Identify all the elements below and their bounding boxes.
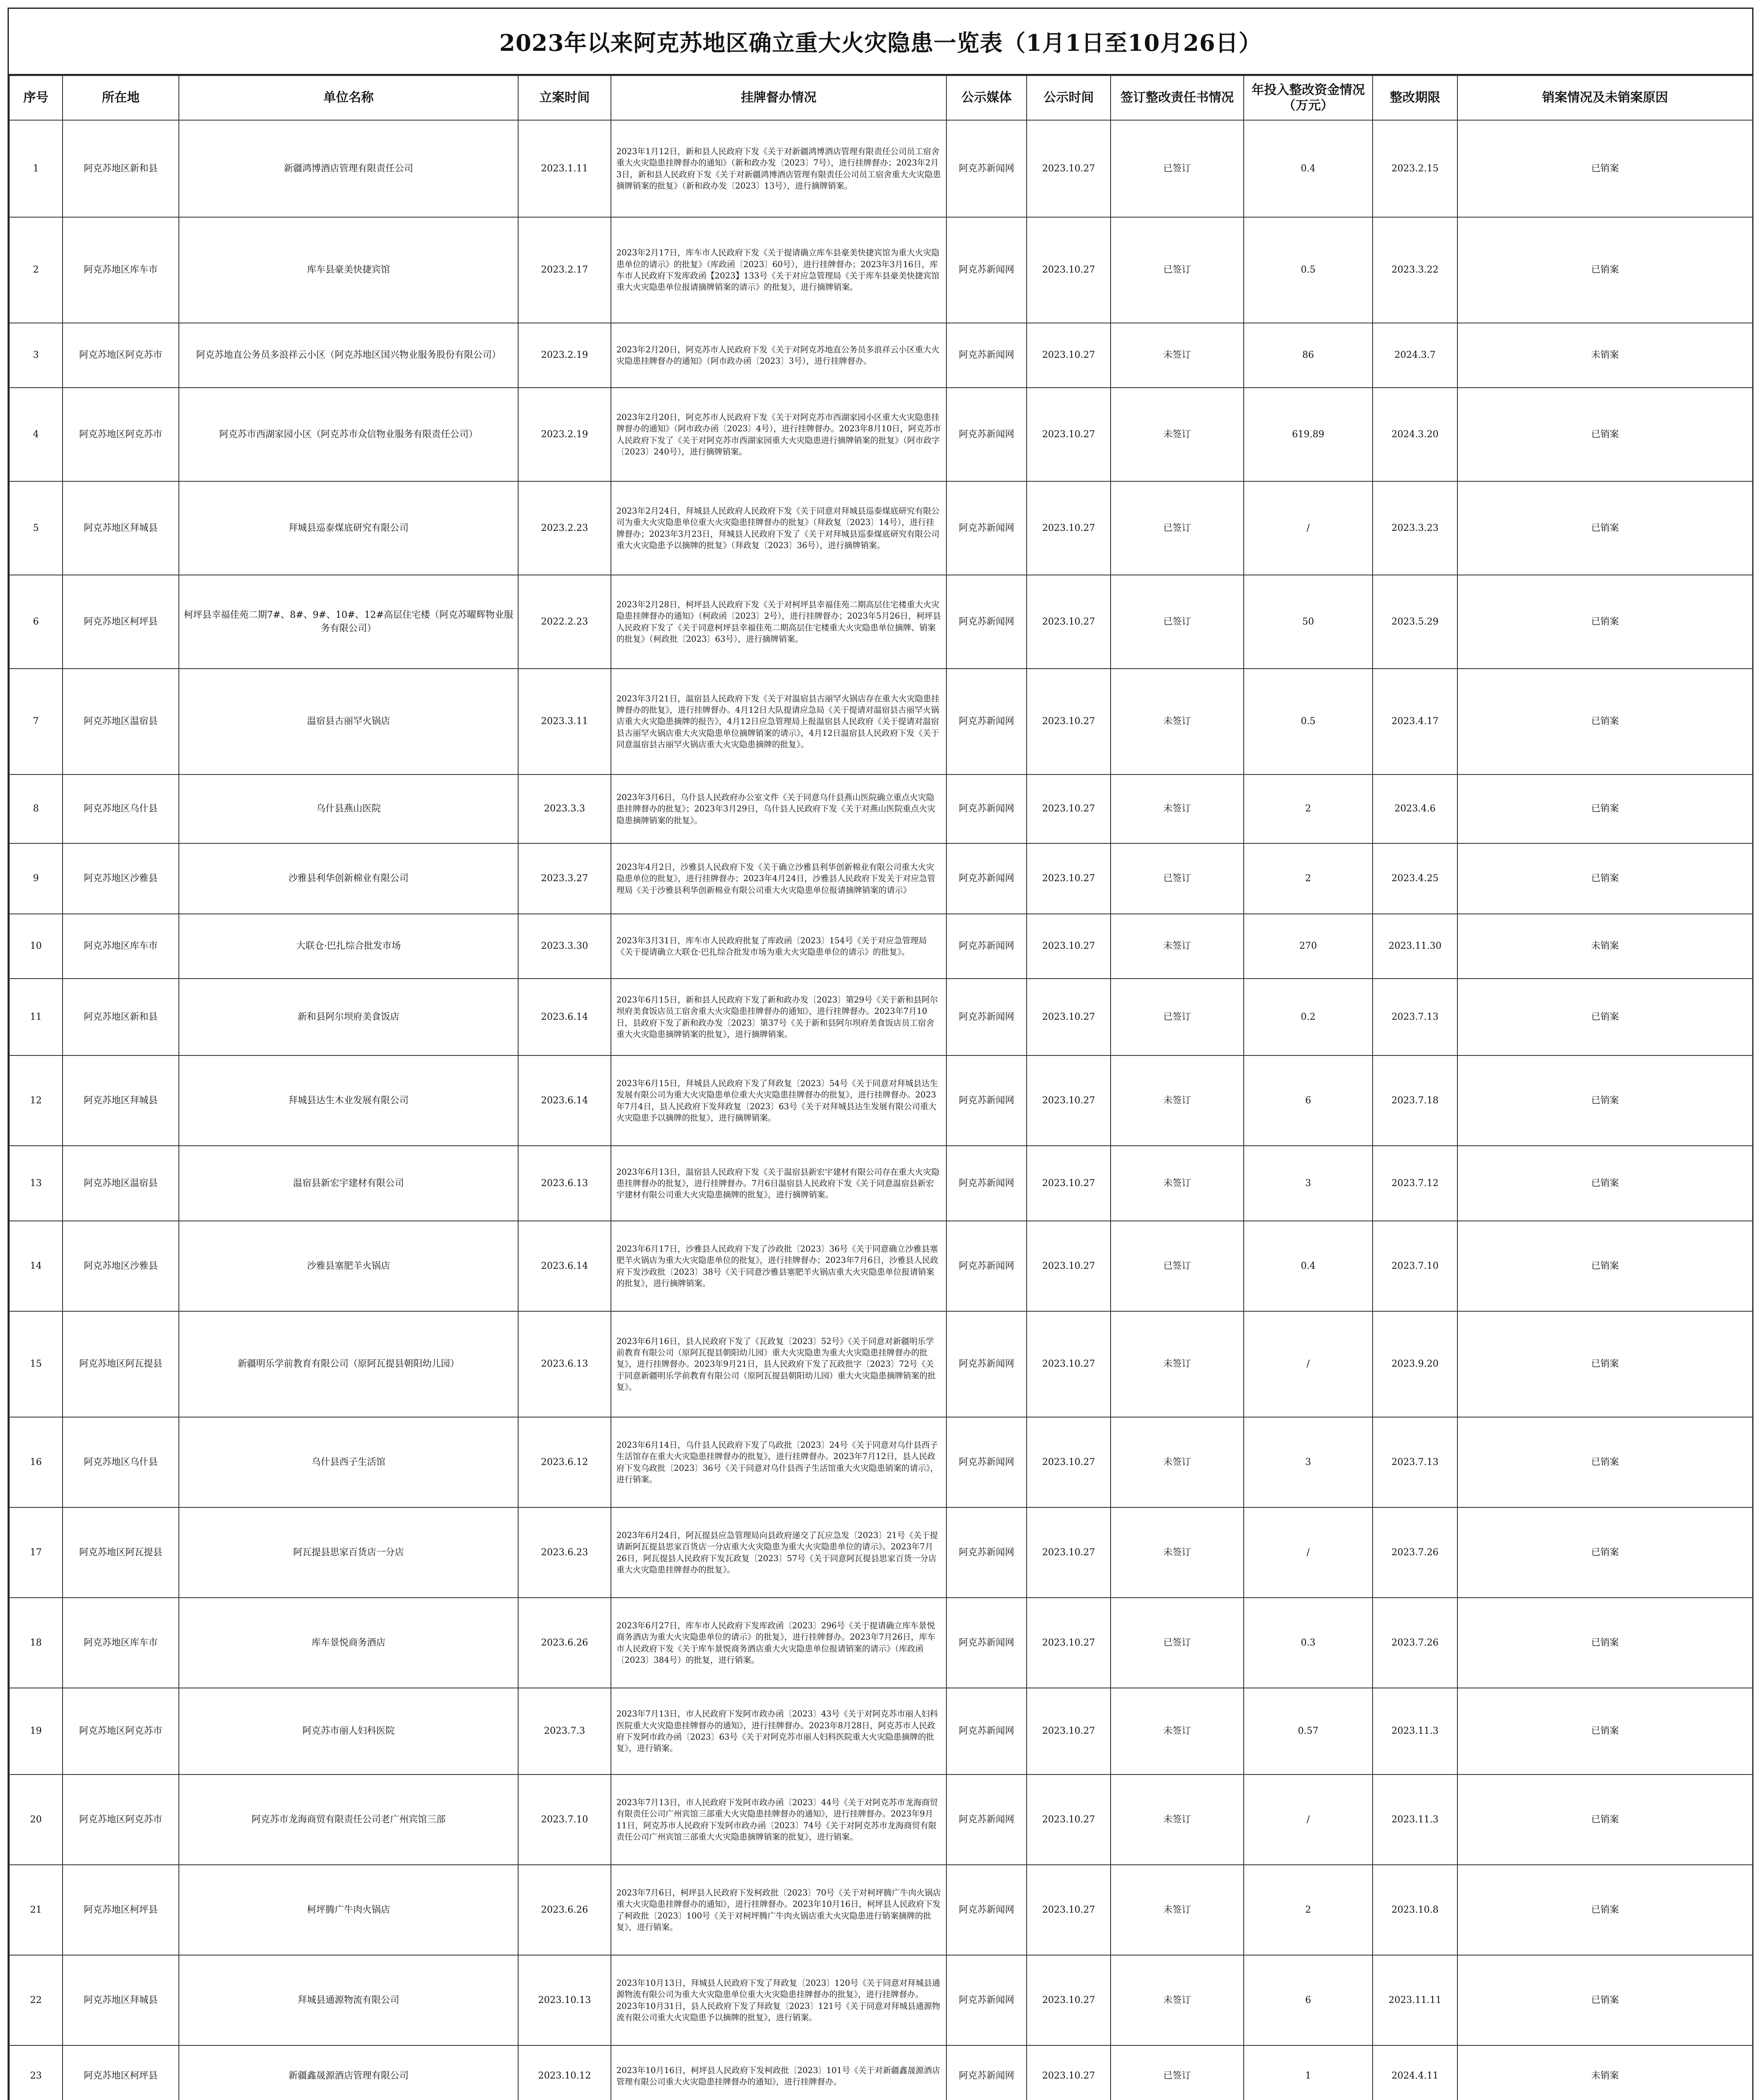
media-cell: 阿克苏新闻网 bbox=[946, 1417, 1027, 1507]
supervision-detail-cell: 2023年10月16日，柯坪县人民政府下发柯政批〔2023〕101号《关于对新疆鑫晟源酒店管理有限公司重大火灾隐患挂牌督办的通知》，进行挂牌督办。 bbox=[611, 2045, 946, 2100]
responsibility-signed-cell: 未签订 bbox=[1111, 774, 1244, 843]
responsibility-signed-cell: 未签订 bbox=[1111, 1955, 1244, 2045]
location-cell: 阿克苏地区阿瓦提县 bbox=[63, 1507, 179, 1598]
case-status-cell: 已销案 bbox=[1457, 1055, 1753, 1146]
row-number: 1 bbox=[9, 120, 63, 217]
location-cell: 阿克苏地区乌什县 bbox=[63, 774, 179, 843]
publish-date-cell: 2023.10.27 bbox=[1027, 323, 1111, 388]
location-cell: 阿克苏地区温宿县 bbox=[63, 669, 179, 774]
deadline-cell: 2023.9.20 bbox=[1373, 1311, 1457, 1417]
media-cell: 阿克苏新闻网 bbox=[946, 217, 1027, 323]
location-cell: 阿克苏地区阿克苏市 bbox=[63, 388, 179, 481]
row-number: 22 bbox=[9, 1955, 63, 2045]
supervision-detail-cell: 2023年6月27日，库车市人民政府下发库政函〔2023〕296号《关于提请确立库车景悦商务酒店为重大火灾隐患单位的请示》的批复》，进行挂牌督办。2023年7月26日，库车市人民政府下发《关于库车景悦商务酒店重大火灾隐患单位报请销案的请示》（库政函〔2023〕384号）的批复，进行销案。 bbox=[611, 1598, 946, 1688]
location-cell: 阿克苏地区阿克苏市 bbox=[63, 1774, 179, 1865]
location-cell: 阿克苏地区柯坪县 bbox=[63, 1865, 179, 1955]
funds-cell: 619.89 bbox=[1244, 388, 1373, 481]
funds-cell: 6 bbox=[1244, 1055, 1373, 1146]
media-cell: 阿克苏新闻网 bbox=[946, 843, 1027, 914]
unit-name-cell: 阿克苏市龙海商贸有限责任公司老广州宾馆三部 bbox=[179, 1774, 518, 1865]
filed-date-cell: 2023.3.11 bbox=[518, 669, 611, 774]
media-cell: 阿克苏新闻网 bbox=[946, 774, 1027, 843]
media-cell: 阿克苏新闻网 bbox=[946, 1688, 1027, 1774]
supervision-detail-cell: 2023年2月28日，柯坪县人民政府下发《关于对柯坪县幸福佳苑二期高层住宅楼重大火灾隐患挂牌督办的通知》（柯政函〔2023〕2号），进行挂牌督办；2023年5月26日，柯坪县人民政府下发了《关于同意柯坪县幸福佳苑二期高层住宅楼重大火灾隐患单位摘牌、销案的批复》（柯政批〔2023〕63号），进行摘牌销案。 bbox=[611, 575, 946, 669]
table-row bbox=[9, 575, 1753, 669]
supervision-detail-cell: 2023年6月16日，县人民政府下发了《瓦政复〔2023〕52号》《关于同意对新疆明乐学前教育有限公司（原阿瓦提县朝阳幼儿园）重大火灾隐患为重大火灾隐患挂牌督办的批复》，进行挂牌督办。2023年9月21日，县人民政府下发了瓦政批字〔2023〕72号《关于同意新疆明乐学前教育有限公司（原阿瓦提县朝阳幼儿园）重大火灾隐患摘牌销案的批复》。 bbox=[611, 1311, 946, 1417]
funds-cell: 0.57 bbox=[1244, 1688, 1373, 1774]
media-cell: 阿克苏新闻网 bbox=[946, 1865, 1027, 1955]
col-header-media: 公示媒体 bbox=[946, 76, 1027, 120]
row-number: 16 bbox=[9, 1417, 63, 1507]
deadline-cell: 2023.7.13 bbox=[1373, 979, 1457, 1055]
responsibility-signed-cell: 未签订 bbox=[1111, 1865, 1244, 1955]
supervision-detail-cell: 2023年6月14日，乌什县人民政府下发了乌政批〔2023〕24号《关于同意对乌什县西子生活馆存在重大火灾隐患挂牌督办的批复》，进行挂牌督办。2023年7月12日，县人民政府下发乌政批〔2023〕36号《关于同意对乌什县西子生活馆重大火灾隐患销案的请示》，进行销案。 bbox=[611, 1417, 946, 1507]
row-number: 7 bbox=[9, 669, 63, 774]
responsibility-signed-cell: 已签订 bbox=[1111, 843, 1244, 914]
filed-date-cell: 2023.6.14 bbox=[518, 1221, 611, 1311]
deadline-cell: 2023.4.17 bbox=[1373, 669, 1457, 774]
table-row bbox=[9, 1417, 1753, 1507]
table-row bbox=[9, 388, 1753, 481]
supervision-detail-cell: 2023年6月17日，沙雅县人民政府下发了沙政批〔2023〕36号《关于同意确立沙雅县塞肥羊火锅店为重大火灾隐患单位的批复》，进行挂牌督办；2023年7月6日，沙雅县人民政府下发沙政批〔2023〕38号《关于同意沙雅县塞肥羊火锅店重大火灾隐患单位报请销案的批复》，进行摘牌销案。 bbox=[611, 1221, 946, 1311]
location-cell: 阿克苏地区拜城县 bbox=[63, 1055, 179, 1146]
table-row bbox=[9, 914, 1753, 979]
responsibility-signed-cell: 已签订 bbox=[1111, 2045, 1244, 2100]
supervision-detail-cell: 2023年6月15日，拜城县人民政府下发了拜政复〔2023〕54号《关于同意对拜城县达生发展有限公司为重大火灾隐患单位重大火灾隐患挂牌督办的批复》，进行挂牌督办。2023年7月4日，县人民政府下发拜政复〔2023〕63号《关于对拜城县达生发展有限公司重大火灾隐患予以摘牌的批复》，进行摘牌销案。 bbox=[611, 1055, 946, 1146]
deadline-cell: 2023.4.25 bbox=[1373, 843, 1457, 914]
row-number: 12 bbox=[9, 1055, 63, 1146]
case-status-cell: 已销案 bbox=[1457, 1598, 1753, 1688]
funds-cell: 3 bbox=[1244, 1146, 1373, 1221]
publish-date-cell: 2023.10.27 bbox=[1027, 120, 1111, 217]
publish-date-cell: 2023.10.27 bbox=[1027, 1865, 1111, 1955]
funds-cell: / bbox=[1244, 1774, 1373, 1865]
col-header-location: 所在地 bbox=[63, 76, 179, 120]
filed-date-cell: 2023.6.13 bbox=[518, 1146, 611, 1221]
row-number: 14 bbox=[9, 1221, 63, 1311]
responsibility-signed-cell: 已签订 bbox=[1111, 217, 1244, 323]
row-number: 5 bbox=[9, 481, 63, 575]
case-status-cell: 已销案 bbox=[1457, 843, 1753, 914]
deadline-cell: 2023.11.30 bbox=[1373, 914, 1457, 979]
publish-date-cell: 2023.10.27 bbox=[1027, 1146, 1111, 1221]
col-header-filed: 立案时间 bbox=[518, 76, 611, 120]
location-cell: 阿克苏地区沙雅县 bbox=[63, 843, 179, 914]
media-cell: 阿克苏新闻网 bbox=[946, 914, 1027, 979]
media-cell: 阿克苏新闻网 bbox=[946, 669, 1027, 774]
media-cell: 阿克苏新闻网 bbox=[946, 1507, 1027, 1598]
table-row bbox=[9, 1221, 1753, 1311]
case-status-cell: 已销案 bbox=[1457, 1417, 1753, 1507]
publish-date-cell: 2023.10.27 bbox=[1027, 388, 1111, 481]
funds-cell: 0.5 bbox=[1244, 217, 1373, 323]
case-status-cell: 已销案 bbox=[1457, 1774, 1753, 1865]
location-cell: 阿克苏地区库车市 bbox=[63, 1598, 179, 1688]
media-cell: 阿克苏新闻网 bbox=[946, 1055, 1027, 1146]
supervision-detail-cell: 2023年3月21日，温宿县人民政府下发《关于对温宿县古丽罕火锅店存在重大火灾隐患挂牌督办的批复》，进行挂牌督办。4月12日大队提请应急局《关于提请对温宿县古丽罕火锅店重大火灾隐患摘牌的报告》，4月12日应急管理局上报温宿县人民政府《关于提请对温宿县古丽罕火锅店重大火灾隐患单位摘牌销案的请示》，4月12日温宿县人民政府下发《关于同意温宿县古丽罕火锅店重大火灾隐患摘牌的批复》。 bbox=[611, 669, 946, 774]
funds-cell: 0.3 bbox=[1244, 1598, 1373, 1688]
row-number: 17 bbox=[9, 1507, 63, 1598]
unit-name-cell: 拜城县巡泰煤底研究有限公司 bbox=[179, 481, 518, 575]
row-number: 10 bbox=[9, 914, 63, 979]
supervision-detail-cell: 2023年6月24日，阿瓦提县应急管理局向县政府递交了瓦应急发〔2023〕21号《关于提请新阿瓦提县思家百货店一分店重大火灾隐患为重大火灾隐患单位的请示》。2023年7月26日，阿瓦提县人民政府下发瓦政复〔2023〕57号《关于同意阿瓦提县思家百货一分店重大火灾隐患挂牌督办的批复》。 bbox=[611, 1507, 946, 1598]
responsibility-signed-cell: 未签订 bbox=[1111, 1055, 1244, 1146]
publish-date-cell: 2023.10.27 bbox=[1027, 1774, 1111, 1865]
responsibility-signed-cell: 未签订 bbox=[1111, 388, 1244, 481]
unit-name-cell: 拜城县达生木业发展有限公司 bbox=[179, 1055, 518, 1146]
unit-name-cell: 柯坪县幸福佳苑二期7#、8#、9#、10#、12#高层住宅楼（阿克苏曜辉物业服务有限公司） bbox=[179, 575, 518, 669]
publish-date-cell: 2023.10.27 bbox=[1027, 1417, 1111, 1507]
row-number: 2 bbox=[9, 217, 63, 323]
deadline-cell: 2023.5.29 bbox=[1373, 575, 1457, 669]
document-title: 2023年以来阿克苏地区确立重大火灾隐患一览表（1月1日至10月26日） bbox=[9, 9, 1752, 75]
publish-date-cell: 2023.10.27 bbox=[1027, 843, 1111, 914]
supervision-detail-cell: 2023年1月12日，新和县人民政府下发《关于对新疆鸿博酒店管理有限责任公司员工宿舍重大火灾隐患挂牌督办的通知》（新和政办发〔2023〕7号），进行挂牌督办；2023年2月3日，新和县人民政府下发《关于对新疆鸿博酒店管理有限责任公司员工宿舍重大火灾隐患摘牌销案的批复》（新和政办发〔2023〕13号），进行摘牌销案。 bbox=[611, 120, 946, 217]
table-row bbox=[9, 1507, 1753, 1598]
table-row bbox=[9, 1311, 1753, 1417]
case-status-cell: 已销案 bbox=[1457, 1865, 1753, 1955]
unit-name-cell: 拜城县通源物流有限公司 bbox=[179, 1955, 518, 2045]
supervision-detail-cell: 2023年7月13日，市人民政府下发阿市政办函〔2023〕43号《关于对阿克苏市丽人妇科医院重大火灾隐患挂牌督办的通知》，进行挂牌督办。2023年8月28日，阿克苏市人民政府下发阿市政办函〔2023〕63号《关于对阿克苏市丽人妇科医院重大火灾隐患摘牌的批复》，进行销案。 bbox=[611, 1688, 946, 1774]
col-header-funds: 年投入整改资金情况（万元） bbox=[1244, 76, 1373, 120]
deadline-cell: 2023.2.15 bbox=[1373, 120, 1457, 217]
case-status-cell: 已销案 bbox=[1457, 217, 1753, 323]
table-row bbox=[9, 1598, 1753, 1688]
filed-date-cell: 2023.2.19 bbox=[518, 388, 611, 481]
unit-name-cell: 新和县阿尔坝府美食饭店 bbox=[179, 979, 518, 1055]
location-cell: 阿克苏地区柯坪县 bbox=[63, 2045, 179, 2100]
unit-name-cell: 大联仓·巴扎综合批发市场 bbox=[179, 914, 518, 979]
table-row bbox=[9, 1865, 1753, 1955]
filed-date-cell: 2023.7.3 bbox=[518, 1688, 611, 1774]
unit-name-cell: 沙雅县塞肥羊火锅店 bbox=[179, 1221, 518, 1311]
location-cell: 阿克苏地区阿瓦提县 bbox=[63, 1311, 179, 1417]
col-header-detail: 挂牌督办情况 bbox=[611, 76, 946, 120]
row-number: 20 bbox=[9, 1774, 63, 1865]
publish-date-cell: 2023.10.27 bbox=[1027, 1221, 1111, 1311]
location-cell: 阿克苏地区拜城县 bbox=[63, 1955, 179, 2045]
media-cell: 阿克苏新闻网 bbox=[946, 323, 1027, 388]
location-cell: 阿克苏地区拜城县 bbox=[63, 481, 179, 575]
publish-date-cell: 2023.10.27 bbox=[1027, 979, 1111, 1055]
table-row bbox=[9, 481, 1753, 575]
media-cell: 阿克苏新闻网 bbox=[946, 388, 1027, 481]
deadline-cell: 2023.7.18 bbox=[1373, 1055, 1457, 1146]
media-cell: 阿克苏新闻网 bbox=[946, 1598, 1027, 1688]
table-row bbox=[9, 979, 1753, 1055]
case-status-cell: 已销案 bbox=[1457, 669, 1753, 774]
supervision-detail-cell: 2023年2月20日，阿克苏市人民政府下发《关于对阿克苏地直公务员多浪祥云小区重大火灾隐患挂牌督办的通知》（阿市政办函〔2023〕3号），进行挂牌督办。 bbox=[611, 323, 946, 388]
row-number: 4 bbox=[9, 388, 63, 481]
filed-date-cell: 2023.3.30 bbox=[518, 914, 611, 979]
publish-date-cell: 2023.10.27 bbox=[1027, 774, 1111, 843]
unit-name-cell: 温宿县古丽罕火锅店 bbox=[179, 669, 518, 774]
unit-name-cell: 库车县豪美快捷宾馆 bbox=[179, 217, 518, 323]
table-header-row bbox=[9, 76, 1753, 120]
case-status-cell: 已销案 bbox=[1457, 1955, 1753, 2045]
filed-date-cell: 2023.2.23 bbox=[518, 481, 611, 575]
unit-name-cell: 温宿县新宏宇建材有限公司 bbox=[179, 1146, 518, 1221]
case-status-cell: 已销案 bbox=[1457, 1311, 1753, 1417]
hazard-table bbox=[9, 75, 1753, 2100]
media-cell: 阿克苏新闻网 bbox=[946, 120, 1027, 217]
publish-date-cell: 2023.10.27 bbox=[1027, 481, 1111, 575]
row-number: 15 bbox=[9, 1311, 63, 1417]
funds-cell: 2 bbox=[1244, 843, 1373, 914]
col-header-deadline: 整改期限 bbox=[1373, 76, 1457, 120]
unit-name-cell: 阿克苏市西湖家园小区（阿克苏市众信物业服务有限责任公司） bbox=[179, 388, 518, 481]
location-cell: 阿克苏地区柯坪县 bbox=[63, 575, 179, 669]
supervision-detail-cell: 2023年2月24日，拜城县人民政府人民政府下发《关于同意对拜城县巡泰煤底研究有限公司为重大火灾隐患单位重大火灾隐患挂牌督办的批复》（拜政复〔2023〕14号），进行挂牌督办；2023年3月23日，拜城县人民政府下发了《关于对拜城县巡泰煤底研究有限公司重大火灾隐患予以摘牌的批复》（拜政复〔2023〕36号），进行摘牌销案。 bbox=[611, 481, 946, 575]
filed-date-cell: 2023.10.12 bbox=[518, 2045, 611, 2100]
unit-name-cell: 乌什县西子生活馆 bbox=[179, 1417, 518, 1507]
case-status-cell: 已销案 bbox=[1457, 388, 1753, 481]
filed-date-cell: 2023.6.14 bbox=[518, 979, 611, 1055]
media-cell: 阿克苏新闻网 bbox=[946, 979, 1027, 1055]
location-cell: 阿克苏地区新和县 bbox=[63, 120, 179, 217]
media-cell: 阿克苏新闻网 bbox=[946, 1955, 1027, 2045]
case-status-cell: 已销案 bbox=[1457, 1146, 1753, 1221]
row-number: 23 bbox=[9, 2045, 63, 2100]
table-row bbox=[9, 774, 1753, 843]
filed-date-cell: 2023.2.19 bbox=[518, 323, 611, 388]
table-row bbox=[9, 1146, 1753, 1221]
unit-name-cell: 新疆鑫晟源酒店管理有限公司 bbox=[179, 2045, 518, 2100]
filed-date-cell: 2023.7.10 bbox=[518, 1774, 611, 1865]
responsibility-signed-cell: 已签订 bbox=[1111, 1598, 1244, 1688]
table-row bbox=[9, 1688, 1753, 1774]
supervision-detail-cell: 2023年6月13日，温宿县人民政府下发《关于温宿县新宏宇建材有限公司存在重大火灾隐患挂牌督办的批复》，进行挂牌督办。7月6日温宿县人民政府下发《关于同意温宿县新宏宇建材有限公司重大火灾隐患摘牌的批复》，进行摘牌销案。 bbox=[611, 1146, 946, 1221]
unit-name-cell: 乌什县燕山医院 bbox=[179, 774, 518, 843]
filed-date-cell: 2023.3.3 bbox=[518, 774, 611, 843]
funds-cell: 2 bbox=[1244, 1865, 1373, 1955]
deadline-cell: 2023.3.23 bbox=[1373, 481, 1457, 575]
case-status-cell: 已销案 bbox=[1457, 1507, 1753, 1598]
publish-date-cell: 2023.10.27 bbox=[1027, 217, 1111, 323]
case-status-cell: 未销案 bbox=[1457, 323, 1753, 388]
col-header-status: 销案情况及未销案原因 bbox=[1457, 76, 1753, 120]
supervision-detail-cell: 2023年10月13日，拜城县人民政府下发了拜政复〔2023〕120号《关于同意对拜城县通源物流有限公司为重大火灾隐患单位重大火灾隐患挂牌督办的批复》，进行挂牌督办。2023年10月31日，县人民政府下发了拜政复〔2023〕121号《关于同意对拜城县通源物流有限公司重大火灾隐患予以摘牌的批复》，进行销案。 bbox=[611, 1955, 946, 2045]
funds-cell: 2 bbox=[1244, 774, 1373, 843]
unit-name-cell: 沙雅县利华创新棉业有限公司 bbox=[179, 843, 518, 914]
deadline-cell: 2023.10.8 bbox=[1373, 1865, 1457, 1955]
responsibility-signed-cell: 未签订 bbox=[1111, 1417, 1244, 1507]
deadline-cell: 2024.3.20 bbox=[1373, 388, 1457, 481]
col-header-unit: 单位名称 bbox=[179, 76, 518, 120]
publish-date-cell: 2023.10.27 bbox=[1027, 914, 1111, 979]
filed-date-cell: 2023.6.13 bbox=[518, 1311, 611, 1417]
responsibility-signed-cell: 已签订 bbox=[1111, 575, 1244, 669]
funds-cell: 50 bbox=[1244, 575, 1373, 669]
case-status-cell: 已销案 bbox=[1457, 481, 1753, 575]
responsibility-signed-cell: 已签订 bbox=[1111, 120, 1244, 217]
responsibility-signed-cell: 未签订 bbox=[1111, 914, 1244, 979]
media-cell: 阿克苏新闻网 bbox=[946, 2045, 1027, 2100]
table-row bbox=[9, 120, 1753, 217]
deadline-cell: 2023.7.26 bbox=[1373, 1598, 1457, 1688]
filed-date-cell: 2023.6.26 bbox=[518, 1598, 611, 1688]
location-cell: 阿克苏地区温宿县 bbox=[63, 1146, 179, 1221]
case-status-cell: 未销案 bbox=[1457, 2045, 1753, 2100]
unit-name-cell: 库车景悦商务酒店 bbox=[179, 1598, 518, 1688]
deadline-cell: 2023.7.10 bbox=[1373, 1221, 1457, 1311]
row-number: 18 bbox=[9, 1598, 63, 1688]
case-status-cell: 未销案 bbox=[1457, 914, 1753, 979]
funds-cell: / bbox=[1244, 1507, 1373, 1598]
responsibility-signed-cell: 未签订 bbox=[1111, 323, 1244, 388]
media-cell: 阿克苏新闻网 bbox=[946, 1146, 1027, 1221]
publish-date-cell: 2023.10.27 bbox=[1027, 1688, 1111, 1774]
funds-cell: 1 bbox=[1244, 2045, 1373, 2100]
deadline-cell: 2023.4.6 bbox=[1373, 774, 1457, 843]
location-cell: 阿克苏地区阿克苏市 bbox=[63, 1688, 179, 1774]
table-row bbox=[9, 669, 1753, 774]
publish-date-cell: 2023.10.27 bbox=[1027, 1598, 1111, 1688]
location-cell: 阿克苏地区新和县 bbox=[63, 979, 179, 1055]
filed-date-cell: 2023.6.23 bbox=[518, 1507, 611, 1598]
media-cell: 阿克苏新闻网 bbox=[946, 1774, 1027, 1865]
location-cell: 阿克苏地区库车市 bbox=[63, 914, 179, 979]
deadline-cell: 2023.7.13 bbox=[1373, 1417, 1457, 1507]
supervision-detail-cell: 2023年2月17日，库车市人民政府下发《关于提请确立库车县豪美快捷宾馆为重大火灾隐患单位的请示》的批复》（库政函〔2023〕60号），进行挂牌督办；2023年3月16日，库车市人民政府下发库政函【2023】133号《关于对应急管理局《关于库车县豪美快捷宾馆重大火灾隐患单位报请摘牌销案的请示》的批复》，进行摘牌销案。 bbox=[611, 217, 946, 323]
media-cell: 阿克苏新闻网 bbox=[946, 481, 1027, 575]
filed-date-cell: 2023.6.14 bbox=[518, 1055, 611, 1146]
media-cell: 阿克苏新闻网 bbox=[946, 575, 1027, 669]
publish-date-cell: 2023.10.27 bbox=[1027, 575, 1111, 669]
case-status-cell: 已销案 bbox=[1457, 120, 1753, 217]
row-number: 21 bbox=[9, 1865, 63, 1955]
filed-date-cell: 2023.6.26 bbox=[518, 1865, 611, 1955]
table-row bbox=[9, 1955, 1753, 2045]
deadline-cell: 2023.7.26 bbox=[1373, 1507, 1457, 1598]
deadline-cell: 2023.7.12 bbox=[1373, 1146, 1457, 1221]
funds-cell: 0.4 bbox=[1244, 120, 1373, 217]
unit-name-cell: 柯坪腾广牛肉火锅店 bbox=[179, 1865, 518, 1955]
responsibility-signed-cell: 未签订 bbox=[1111, 1507, 1244, 1598]
case-status-cell: 已销案 bbox=[1457, 1688, 1753, 1774]
responsibility-signed-cell: 未签订 bbox=[1111, 1146, 1244, 1221]
funds-cell: 3 bbox=[1244, 1417, 1373, 1507]
row-number: 3 bbox=[9, 323, 63, 388]
filed-date-cell: 2022.2.23 bbox=[518, 575, 611, 669]
funds-cell: 6 bbox=[1244, 1955, 1373, 2045]
case-status-cell: 已销案 bbox=[1457, 979, 1753, 1055]
funds-cell: 270 bbox=[1244, 914, 1373, 979]
row-number: 6 bbox=[9, 575, 63, 669]
media-cell: 阿克苏新闻网 bbox=[946, 1311, 1027, 1417]
location-cell: 阿克苏地区沙雅县 bbox=[63, 1221, 179, 1311]
row-number: 13 bbox=[9, 1146, 63, 1221]
row-number: 11 bbox=[9, 979, 63, 1055]
deadline-cell: 2023.11.3 bbox=[1373, 1774, 1457, 1865]
supervision-detail-cell: 2023年3月6日，乌什县人民政府办公室文件《关于同意乌什县燕山医院确立重点火灾隐患挂牌督办的批复》；2023年3月29日，乌什县人民政府下发《关于对燕山医院重点火灾隐患摘牌销案的批复》。 bbox=[611, 774, 946, 843]
deadline-cell: 2024.3.7 bbox=[1373, 323, 1457, 388]
location-cell: 阿克苏地区阿克苏市 bbox=[63, 323, 179, 388]
responsibility-signed-cell: 未签订 bbox=[1111, 669, 1244, 774]
table-row bbox=[9, 1055, 1753, 1146]
deadline-cell: 2024.4.11 bbox=[1373, 2045, 1457, 2100]
document-sheet bbox=[8, 8, 1753, 2100]
publish-date-cell: 2023.10.27 bbox=[1027, 1311, 1111, 1417]
col-header-no: 序号 bbox=[9, 76, 63, 120]
row-number: 9 bbox=[9, 843, 63, 914]
unit-name-cell: 阿瓦提县思家百货店一分店 bbox=[179, 1507, 518, 1598]
table-body bbox=[9, 120, 1753, 2100]
case-status-cell: 已销案 bbox=[1457, 1221, 1753, 1311]
row-number: 8 bbox=[9, 774, 63, 843]
responsibility-signed-cell: 未签订 bbox=[1111, 1688, 1244, 1774]
responsibility-signed-cell: 已签订 bbox=[1111, 979, 1244, 1055]
table-row bbox=[9, 843, 1753, 914]
table-row bbox=[9, 2045, 1753, 2100]
table-row bbox=[9, 1774, 1753, 1865]
publish-date-cell: 2023.10.27 bbox=[1027, 2045, 1111, 2100]
col-header-pub-date: 公示时间 bbox=[1027, 76, 1111, 120]
publish-date-cell: 2023.10.27 bbox=[1027, 1955, 1111, 2045]
unit-name-cell: 新疆鸿博酒店管理有限责任公司 bbox=[179, 120, 518, 217]
row-number: 19 bbox=[9, 1688, 63, 1774]
supervision-detail-cell: 2023年2月20日，阿克苏市人民政府下发《关于对阿克苏市西湖家园小区重大火灾隐患挂牌督办的通知》（阿市政办函〔2023〕4号），进行挂牌督办。2023年8月10日，阿克苏市人民政府下发了《关于对阿克苏市西湖家园重大火灾隐患进行摘牌销案的批复》（阿市政字〔2023〕240号），进行摘牌销案。 bbox=[611, 388, 946, 481]
responsibility-signed-cell: 已签订 bbox=[1111, 1221, 1244, 1311]
filed-date-cell: 2023.2.17 bbox=[518, 217, 611, 323]
filed-date-cell: 2023.10.13 bbox=[518, 1955, 611, 2045]
funds-cell: 0.4 bbox=[1244, 1221, 1373, 1311]
supervision-detail-cell: 2023年6月15日，新和县人民政府下发了新和政办发〔2023〕第29号《关于新和县阿尔坝府美食饭店员工宿舍重大火灾隐患挂牌督办的通知》，进行挂牌督办。2023年7月10日，县政府下发了新和政办发〔2023〕第37号《关于新和县阿尔坝府美食饭店员工宿舍重大火灾隐患摘牌销案的批复》，进行摘牌销案。 bbox=[611, 979, 946, 1055]
filed-date-cell: 2023.6.12 bbox=[518, 1417, 611, 1507]
media-cell: 阿克苏新闻网 bbox=[946, 1221, 1027, 1311]
publish-date-cell: 2023.10.27 bbox=[1027, 1055, 1111, 1146]
location-cell: 阿克苏地区乌什县 bbox=[63, 1417, 179, 1507]
filed-date-cell: 2023.3.27 bbox=[518, 843, 611, 914]
responsibility-signed-cell: 未签订 bbox=[1111, 1774, 1244, 1865]
table-row bbox=[9, 217, 1753, 323]
unit-name-cell: 新疆明乐学前教育有限公司（原阿瓦提县朝阳幼儿园） bbox=[179, 1311, 518, 1417]
supervision-detail-cell: 2023年7月6日，柯坪县人民政府下发柯政批〔2023〕70号《关于对柯坪腾广牛肉火锅店重大火灾隐患挂牌督办的通知》，进行挂牌督办。2023年10月16日，柯坪县人民政府下发了柯政批〔2023〕100号《关于对柯坪腾广牛肉火锅店重大火灾隐患进行销案摘牌的批复》，进行销案。 bbox=[611, 1865, 946, 1955]
funds-cell: / bbox=[1244, 481, 1373, 575]
publish-date-cell: 2023.10.27 bbox=[1027, 669, 1111, 774]
responsibility-signed-cell: 未签订 bbox=[1111, 1311, 1244, 1417]
filed-date-cell: 2023.1.11 bbox=[518, 120, 611, 217]
funds-cell: 0.2 bbox=[1244, 979, 1373, 1055]
unit-name-cell: 阿克苏市丽人妇科医院 bbox=[179, 1688, 518, 1774]
col-header-signed: 签订整改责任书情况 bbox=[1111, 76, 1244, 120]
unit-name-cell: 阿克苏地直公务员多浪祥云小区（阿克苏地区国兴物业服务股份有限公司） bbox=[179, 323, 518, 388]
deadline-cell: 2023.3.22 bbox=[1373, 217, 1457, 323]
funds-cell: / bbox=[1244, 1311, 1373, 1417]
supervision-detail-cell: 2023年3月31日，库车市人民政府批复了库政函〔2023〕154号《关于对应急管理局《关于提请确立大联仓·巴扎综合批发市场为重大火灾隐患单位的请示》的批复》。 bbox=[611, 914, 946, 979]
deadline-cell: 2023.11.3 bbox=[1373, 1688, 1457, 1774]
supervision-detail-cell: 2023年7月13日，市人民政府下发阿市政办函〔2023〕44号《关于对阿克苏市龙海商贸有限责任公司广州宾馆三部重大火灾隐患挂牌督办的通知》，进行挂牌督办。2023年9月11日，阿克苏市人民政府下发阿市政办函〔2023〕74号《关于对阿克苏市龙海商贸有限责任公司广州宾馆三部重大火灾隐患摘牌销案的批复》，进行销案。 bbox=[611, 1774, 946, 1865]
publish-date-cell: 2023.10.27 bbox=[1027, 1507, 1111, 1598]
responsibility-signed-cell: 已签订 bbox=[1111, 481, 1244, 575]
location-cell: 阿克苏地区库车市 bbox=[63, 217, 179, 323]
table-row bbox=[9, 323, 1753, 388]
supervision-detail-cell: 2023年4月2日，沙雅县人民政府下发《关于确立沙雅县利华创新棉业有限公司重大火灾隐患单位的批复》，进行挂牌督办；2023年4月24日，沙雅县人民政府下发关于对应急管理局《关于沙雅县利华创新棉业有限公司重大火灾隐患单位报请摘牌销案的请示》 bbox=[611, 843, 946, 914]
deadline-cell: 2023.11.11 bbox=[1373, 1955, 1457, 2045]
funds-cell: 86 bbox=[1244, 323, 1373, 388]
case-status-cell: 已销案 bbox=[1457, 774, 1753, 843]
case-status-cell: 已销案 bbox=[1457, 575, 1753, 669]
funds-cell: 0.5 bbox=[1244, 669, 1373, 774]
